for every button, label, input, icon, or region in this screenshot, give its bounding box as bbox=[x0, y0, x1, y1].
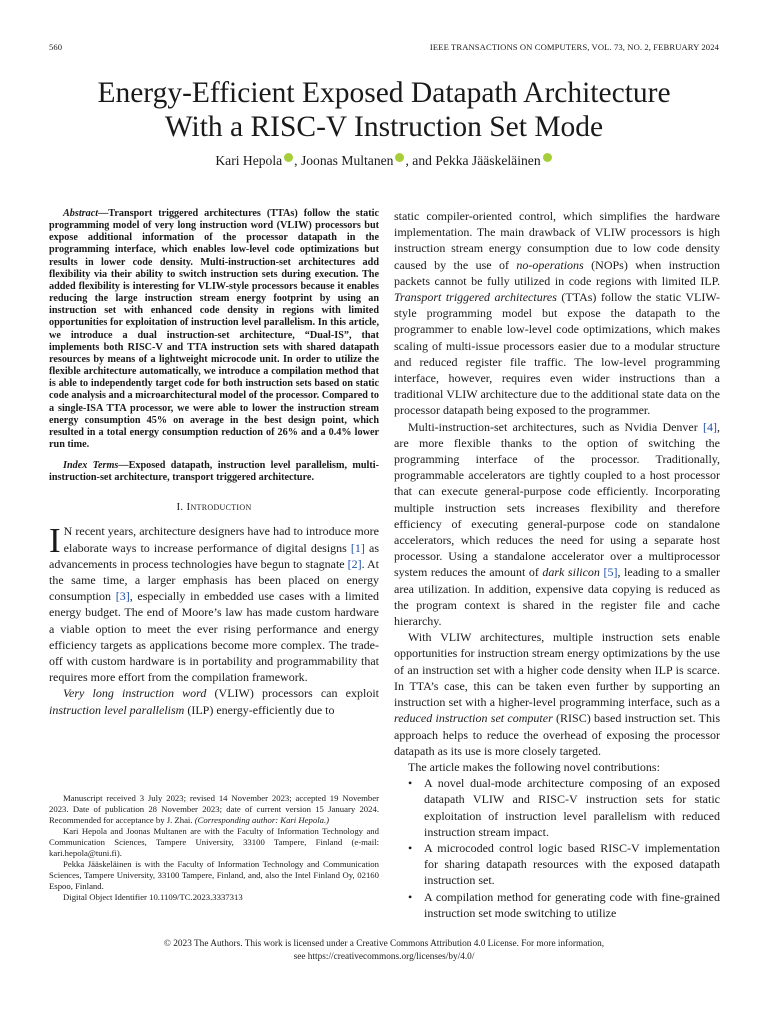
bullet-icon: • bbox=[408, 776, 413, 791]
affiliation-note-1: Kari Hepola and Joonas Multanen are with the Faculty of Information Technology and Communication Sciences, Tampere University, 33100 Tampere, Finland (e-mail: kari.hepola@tuni.fi). bbox=[49, 825, 379, 858]
contributions-intro: The article makes the following novel contributions: bbox=[408, 759, 660, 774]
citation-3[interactable]: [3] bbox=[115, 589, 130, 604]
section-heading-introduction: I. Introduction bbox=[176, 501, 252, 514]
right-column bbox=[394, 208, 720, 921]
drop-cap: I bbox=[49, 521, 61, 561]
index-terms-label: Index Terms bbox=[63, 460, 119, 472]
author-jaaskelainen[interactable]: Pekka Jääskeläinen bbox=[435, 153, 541, 168]
right-paragraph-2: Multi-instruction-set architectures, such as Nvidia Denver [4], are more flexible thanks to the option of switching the programming interface of the processor. Traditionally, programmable accelerators are tightly coupled to a host processor that can execute general-purpose code efficiently. Incorporating multiple instruction sets increases flexibility and therefore efficiency of executing general-purpose code on standalone accelerators, which reduces the need for using a separate host processor. Using a standalone accelerator over a multiprocessor system reduces the amount of dark silicon [5], leading to a smaller area utilization. In addition, expensive data copying is reduced as the program context is shared in the register file and cache hierarchy. bbox=[394, 419, 720, 629]
bullet-icon: • bbox=[408, 889, 413, 904]
journal-header: IEEE TRANSACTIONS ON COMPUTERS, VOL. 73, NO. 2, FEBRUARY 2024 bbox=[429, 42, 719, 52]
index-terms bbox=[49, 460, 379, 484]
affiliation-note-2: Pekka Jääskeläinen is with the Faculty of Information Technology and Communication Sciences, Tampere University, 33100 Tampere, Finland, and, also the Intel Finland Oy, 02160 Espoo, Finland. bbox=[49, 858, 379, 891]
abstract bbox=[49, 208, 379, 451]
author-separator: , and bbox=[405, 153, 436, 168]
citation-4[interactable]: [4] bbox=[703, 419, 717, 434]
citation-2[interactable]: [2] bbox=[347, 556, 362, 571]
right-paragraph-1: static compiler-oriented control, which simplifies the hardware implementation. The main drawback of VLIW processors is high instruction stream energy consumption due to low code density caused by the use of no-operations (NOPs) when instruction packets cannot be fully utilized in code regions with limited ILP. Transport triggered architectures (TTAs) follow the static VLIW-style programming model but expose the datapath to the programmer to enable low-level code optimizations, which makes scaling of multi-issue processors easier due to a modular structure and reduced register file traffic. The low-level programming interface, however, requires even wider instructions than a traditional VLIW architecture due to the additional state data on the processor datapath being exposed to the programmer. bbox=[394, 209, 720, 418]
list-item: • A novel dual-mode architecture composing of an exposed datapath VLIW and RISC-V instruction sets for static exploitation of instruction level parallelism with reduced instruction stream impact. bbox=[408, 776, 720, 839]
title-line-2: With a RISC-V Instruction Set Mode bbox=[164, 111, 604, 143]
citation-5[interactable]: [5] bbox=[603, 565, 618, 580]
author-hepola[interactable]: Kari Hepola bbox=[215, 153, 283, 168]
orcid-icon[interactable] bbox=[284, 153, 293, 162]
orcid-icon[interactable] bbox=[395, 153, 404, 162]
intro-paragraph-1: I N recent years, architecture designers have had to introduce more elaborate ways to increase performance of digital designs [1] as advancements in process technologies have begun to stagnate [2]. At the same time, a larger emphasis has been placed on energy consumption [3], especially in embedded use cases with a limited energy budget. The end of Moore’s law has made custom hardware a viable option to meet the ever rising performance and energy efficiency targets as applications become more complex. The trade-off with custom hardware is in portability and programmability that requires more effort from the compilation framework. bbox=[49, 521, 380, 685]
bullet-icon: • bbox=[408, 840, 413, 855]
citation-1[interactable]: [1] bbox=[350, 540, 365, 555]
title-line-1: Energy-Efficient Exposed Datapath Architecture bbox=[97, 77, 671, 109]
abstract-text: —Transport triggered architectures (TTAs) follow the static programming model of very long instruction word (VLIW) processors but expose additional information of the processor datapath in the programming interface, which enables low-level code optimizations but results in lower code density. Multi-instruction-set architectures add flexibility via their ability to switch instruction sets during execution. The added flexibility is interesting for VLIW-style processors because it enables reducing the large instruction stream energy footprint by using an instruction set with enhanced code density in regions with limited opportunities for exploitation of instruction level parallelism. In this article, we introduce a dual instruction-set architecture, “Dual-IS”, that implements both RISC-V and TTA instruction sets with shared datapath resources by means of a lightweight microcode unit. In order to utilize the flexible architecture automatically, we introduce a compilation method that is able to independently target code for both instruction sets based on static code analysis and a microarchitectural model of the processor. Compared to a single-ISA TTA processor, we were able to lower the instruction stream energy consumption 45% on average in the best design point, which resulted in a total energy consumption reduction of 26% and a 0.4% lower run time. bbox=[49, 208, 379, 450]
doi-note: Digital Object Identifier 10.1109/TC.2023.3337313 bbox=[63, 891, 243, 902]
contributions-list bbox=[394, 775, 720, 921]
page-number: 560 bbox=[49, 42, 63, 52]
index-terms-text: —Exposed datapath, instruction level parallelism, multi-instruction-set architecture, transport triggered architecture. bbox=[49, 460, 379, 484]
right-paragraph-3: With VLIW architectures, multiple instruction sets enable opportunities for instruction stream energy optimizations by the use of an instruction set with a higher code density when ILP is scarce. In TTA’s case, this can be taken even further by supporting an instruction set with a higher-level programming interface, such as a reduced instruction set computer (RISC) based instruction set. This approach helps to reduce the overhead of exposing the processor datapath as its use is more closely targeted. bbox=[394, 630, 720, 758]
first-page-footnotes bbox=[49, 793, 379, 903]
author-multanen[interactable]: Joonas Multanen bbox=[300, 153, 394, 168]
license-line-2: see https://creativecommons.org/licenses/by/4.0/ bbox=[293, 951, 475, 962]
list-item: • A microcoded control logic based RISC-V implementation for sharing datapath resources with the exposed datapath instruction set. bbox=[408, 840, 720, 888]
manuscript-note: Manuscript received 3 July 2023; revised 14 November 2023; accepted 19 November 2023. Date of publication 28 November 2023; date of current version 15 January 2024. Recommended for acceptance by J. Zhai. (Corresponding author: Kari Hepola.) bbox=[49, 793, 379, 825]
license-line-1: © 2023 The Authors. This work is licensed under a Creative Commons Attribution 4.0 License. For more information, bbox=[163, 939, 605, 949]
list-item: • A compilation method for generating code with fine-grained instruction set mode switching to utilize bbox=[408, 889, 720, 920]
license-link[interactable]: https://creativecommons.org/licenses/by/4.0/ bbox=[307, 951, 475, 962]
orcid-icon[interactable] bbox=[543, 153, 552, 162]
paper-title bbox=[0, 76, 768, 144]
intro-paragraph-2: Very long instruction word (VLIW) processors can exploit instruction level parallelism (ILP) energy-efficiently due to bbox=[49, 686, 379, 717]
left-column bbox=[49, 208, 379, 718]
abstract-label: Abstract bbox=[63, 208, 99, 219]
author-list: Kari Hepola , Joonas Multanen , and Pekka Jääskeläinen bbox=[0, 152, 768, 170]
license-footer bbox=[0, 938, 768, 963]
